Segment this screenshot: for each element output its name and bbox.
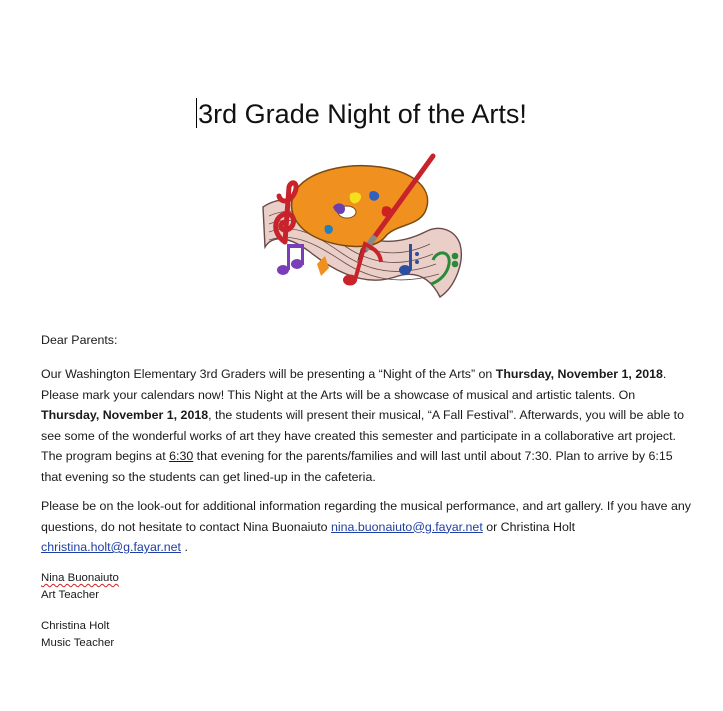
email-link-christina[interactable]: christina.holt@g.fayar.net [41, 540, 181, 554]
signature-name: Nina Buonaiuto [41, 572, 119, 584]
signature-role: Music Teacher [41, 637, 115, 649]
paint-palette [292, 166, 428, 247]
title-text: 3rd Grade Night of the Arts! [198, 99, 527, 129]
signature-name: Christina Holt [41, 620, 110, 632]
paragraph-event-details: Our Washington Elementary 3rd Graders will be presenting a “Night of the Arts” on Thursday, November 1, 2018. Please mark your calendars now! This Night at the Arts will be a showcase of musical and artistic talents. On Thursday, November 1, 2018, the students will present their musical, “A Fall Festival”. Afterwards, you will be able to see some of the wonderful works of art they have created this semester and participate in a collaborative art project. The program begins at 6:30 that evening for the parents/families and will last until about 7:30. Plan to arrive by 6:15 that evening so the students can get lined-up in the cafeteria. [41, 367, 684, 484]
event-date-1: Thursday, November 1, 2018 [495, 367, 663, 381]
greeting: Dear Parents: [41, 333, 118, 347]
event-date-2: Thursday, November 1, 2018 [41, 408, 209, 422]
paragraph-contact: Please be on the look-out for additional information regarding the musical performance, and art gallery. If you have any questions, do not hesitate to contact Nina Buonaiuto nina.buonaiuto@g.fayar.net or Christina Holt christina.holt@g.fayar.net . [41, 499, 691, 554]
palette-music-illustration [255, 152, 470, 307]
start-time: 6:30 [169, 449, 194, 463]
page-title [0, 94, 723, 134]
text-cursor [196, 98, 197, 128]
signature-music-teacher [41, 618, 114, 652]
signature-art-teacher [41, 570, 119, 604]
music-note-purple-icon [277, 244, 304, 275]
signature-role: Art Teacher [41, 589, 100, 601]
email-link-nina[interactable]: nina.buonaiuto@g.fayar.net [331, 519, 483, 534]
